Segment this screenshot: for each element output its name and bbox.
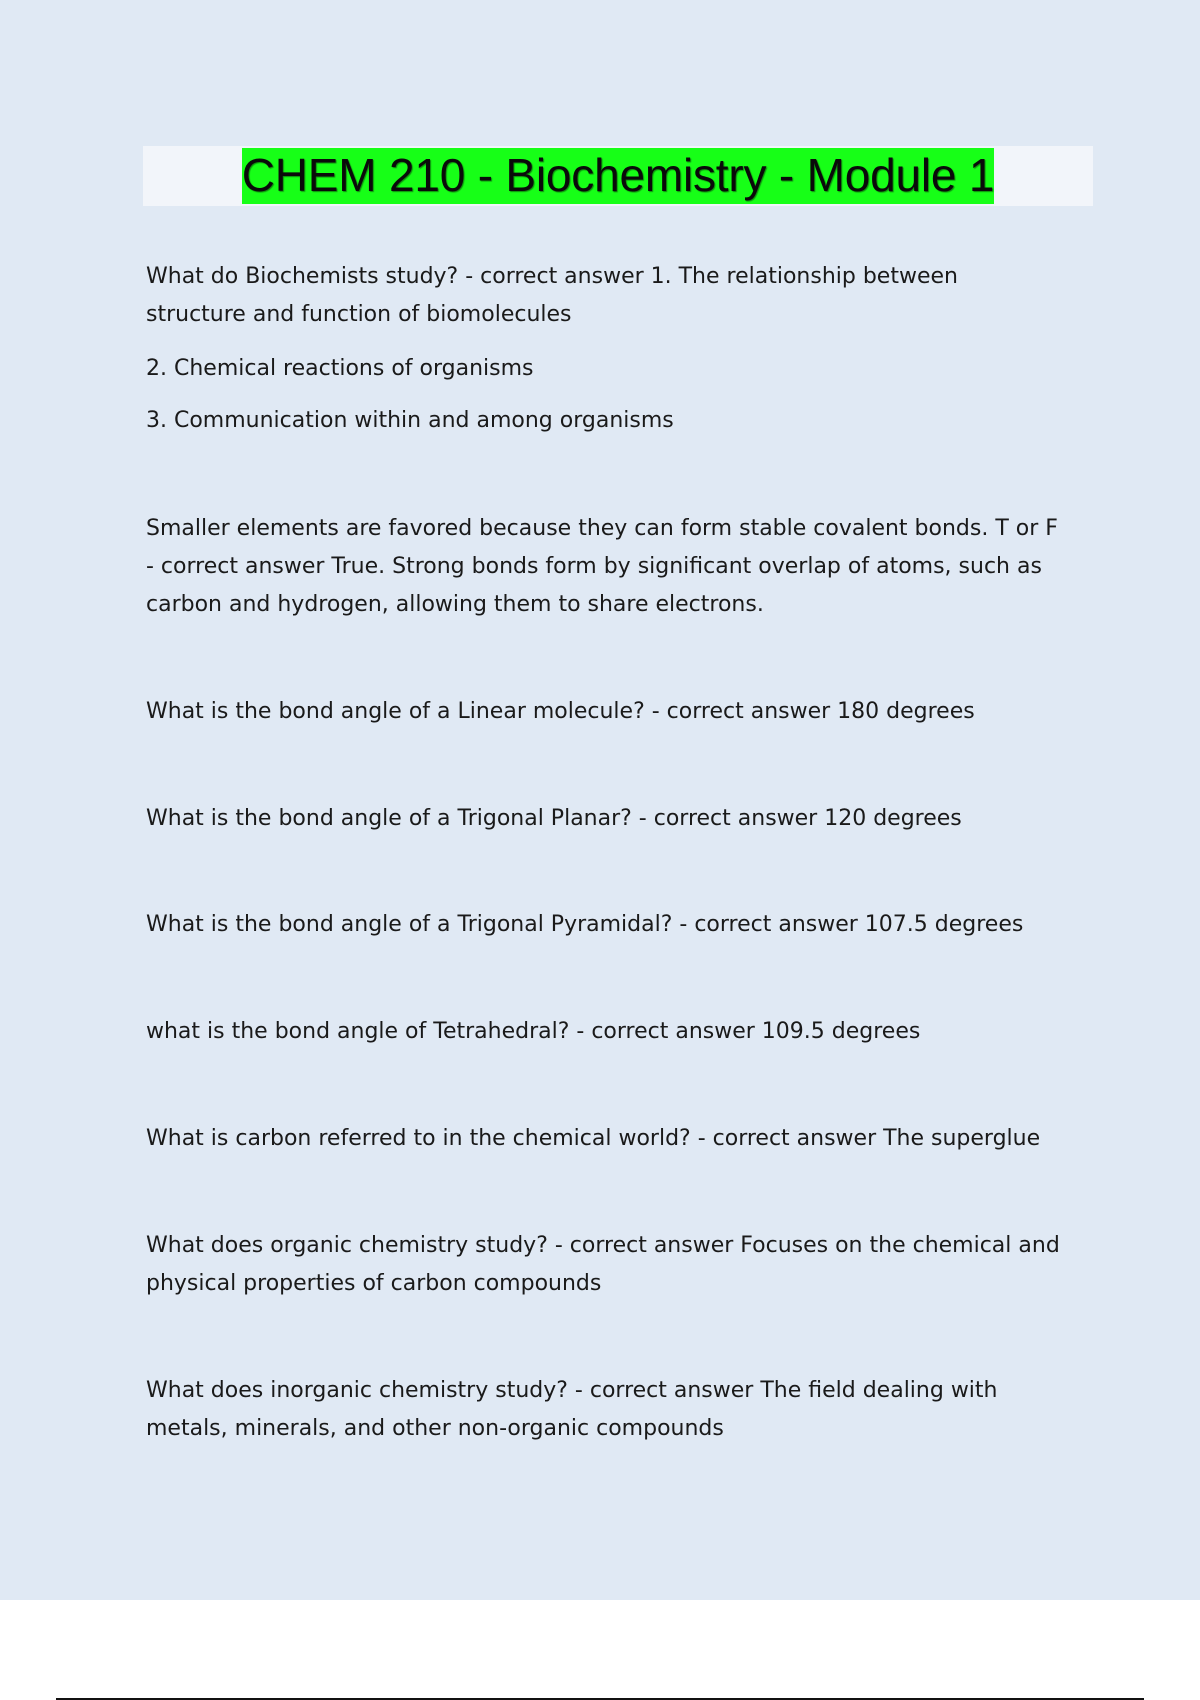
text-line: 3. Communication within and among organisms [146, 408, 674, 433]
text-line: Smaller elements are favored because they can form stable covalent bonds. T or F [146, 516, 1058, 541]
qa-item-communication [146, 402, 1096, 440]
qa-item-biochemists-study [146, 258, 1096, 334]
text-line: - correct answer True. Strong bonds form by significant overlap of atoms, such as [146, 554, 1042, 579]
spacer [146, 1303, 1096, 1372]
text-line: What do Biochemists study? - correct answer 1. The relationship between [146, 264, 958, 289]
qa-item-smaller-elements [146, 510, 1096, 624]
spacer [146, 1158, 1096, 1227]
text-line: What is carbon referred to in the chemical world? - correct answer The superglue [146, 1126, 1041, 1151]
text-line: structure and function of biomolecules [146, 302, 572, 327]
spacer [146, 388, 1096, 402]
text-line: 2. Chemical reactions of organisms [146, 356, 534, 381]
spacer [146, 440, 1096, 510]
text-line: What does organic chemistry study? - correct answer Focuses on the chemical and [146, 1233, 1060, 1258]
document-title: CHEM 210 - Biochemistry - Module 1 [242, 148, 994, 204]
text-line: what is the bond angle of Tetrahedral? - correct answer 109.5 degrees [146, 1019, 921, 1044]
spacer [146, 334, 1096, 350]
text-line: What is the bond angle of a Trigonal Pyramidal? - correct answer 107.5 degrees [146, 912, 1024, 937]
qa-item-linear-angle [146, 693, 1096, 731]
qa-item-carbon-superglue [146, 1120, 1096, 1158]
qa-item-trigonal-pyramidal-angle [146, 906, 1096, 944]
spacer [146, 624, 1096, 693]
text-line: What is the bond angle of a Linear molecule? - correct answer 180 degrees [146, 699, 975, 724]
text-line: metals, minerals, and other non-organic compounds [146, 1416, 724, 1441]
title-banner [143, 146, 1093, 206]
qa-item-trigonal-planar-angle [146, 800, 1096, 838]
qa-item-chemical-reactions [146, 350, 1096, 388]
text-line: physical properties of carbon compounds [146, 1271, 602, 1296]
qa-item-inorganic-chemistry [146, 1372, 1096, 1448]
spacer [146, 731, 1096, 800]
qa-item-tetrahedral-angle [146, 1013, 1096, 1051]
spacer [146, 944, 1096, 1013]
text-line: What is the bond angle of a Trigonal Planar? - correct answer 120 degrees [146, 806, 962, 831]
text-line: carbon and hydrogen, allowing them to share electrons. [146, 592, 764, 617]
text-line: What does inorganic chemistry study? - correct answer The field dealing with [146, 1378, 998, 1403]
qa-content [146, 258, 1096, 1448]
spacer [146, 1051, 1096, 1120]
qa-item-organic-chemistry [146, 1227, 1096, 1303]
spacer [146, 838, 1096, 906]
